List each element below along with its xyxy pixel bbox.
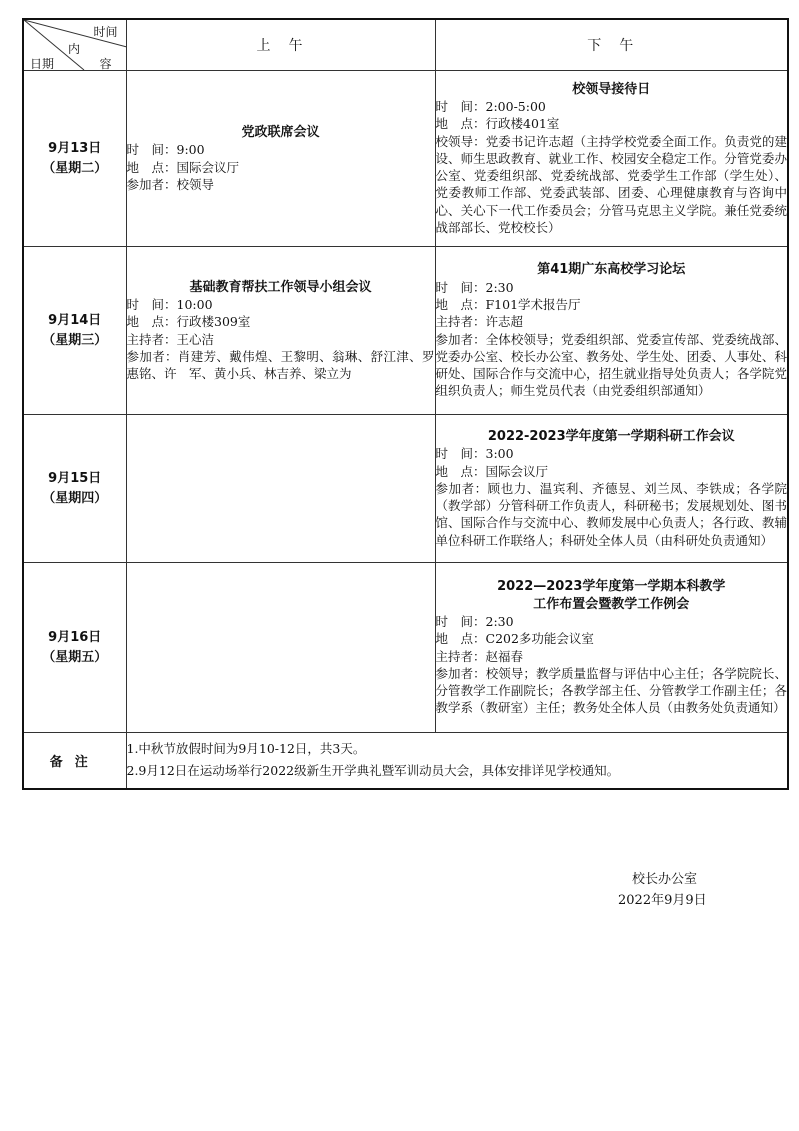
diag-label-content-2: 容 <box>99 57 112 71</box>
event-title-line-2: 工作布置会暨教学工作例会 <box>533 596 690 612</box>
date-cell <box>23 563 126 733</box>
date-label: 9月16日 <box>48 629 102 645</box>
note-item: 2.9月12日在运动场举行2022级新生开学典礼暨军训动员大会，具体安排详见学校通知。 <box>126 763 620 779</box>
morning-cell <box>126 247 435 415</box>
event-host: 主持者：王心洁 <box>126 331 215 347</box>
weekday-label: （星期二） <box>42 160 108 176</box>
date-label: 9月15日 <box>48 470 102 486</box>
event-time: 时 间：2:30 <box>435 613 514 629</box>
afternoon-cell <box>435 563 788 733</box>
diag-label-content-1: 内 <box>68 42 81 56</box>
event-attendees: 参加者：顾也力、温宾利、齐德昱、刘兰凤、李铁成；各学院（教学部）分管科研工作负责人，科研秘书；发展规划处、图书馆、国际合作与交流中心、教师发展中心负责人；各行政、教辅单位科研工作联络人；科研处全体人员（由科研处负责通知） <box>435 480 787 548</box>
event-attendees: 参加者：全体校领导；党委组织部、党委宣传部、党委统战部、党委办公室、校长办公室、教务处、学生处、团委、人事处、科研处、国际合作与交流中心，招生就业指导处负责人；各学院党组织负责人；师生党员代表（由党委组织部通知） <box>435 331 787 399</box>
date-label: 9月13日 <box>48 140 102 156</box>
event-title: 第41期广东高校学习论坛 <box>537 262 686 278</box>
event-location: 地 点：行政楼309室 <box>126 314 251 330</box>
date-cell <box>23 247 126 415</box>
event-location: 地 点：C202多功能会议室 <box>435 631 594 647</box>
date-label: 9月14日 <box>48 312 102 328</box>
date-cell <box>23 71 126 247</box>
schedule-row <box>23 71 788 247</box>
header-row <box>23 19 788 71</box>
event-title: 2022—2023学年度第一学期本科教学 <box>497 579 726 595</box>
weekday-label: （星期五） <box>42 649 108 665</box>
afternoon-cell <box>435 415 788 563</box>
schedule-row <box>23 247 788 415</box>
event-title: 2022-2023学年度第一学期科研工作会议 <box>487 428 735 444</box>
notes-label: 备注 <box>23 733 126 789</box>
notes-row <box>23 733 788 789</box>
column-header-morning: 上 午 <box>126 19 435 71</box>
event-time: 时 间：9:00 <box>126 142 205 158</box>
signature-date: 2022年9月9日 <box>618 893 707 908</box>
morning-cell <box>126 563 435 733</box>
event-location: 地 点：行政楼401室 <box>435 116 560 132</box>
weekday-label: （星期三） <box>42 332 108 348</box>
schedule-row <box>23 415 788 563</box>
morning-cell <box>126 71 435 247</box>
afternoon-cell <box>435 71 788 247</box>
event-attendees: 参加者：校领导 <box>126 176 215 192</box>
event-attendees: 参加者：校领导；教学质量监督与评估中心主任；各学院院长、分管教学工作副院长；各教学部主任、分管教学工作副主任；各教学系（教研室）主任；教务处全体人员（由教务处负责通知） <box>435 665 787 716</box>
event-time: 时 间：2:30 <box>435 279 514 295</box>
event-leader: 校领导：党委书记许志超（主持学校党委全面工作。负责党的建设、师生思政教育、就业工作、校园安全稳定工作。分管党委办公室、党委组织部、党委统战部、党委学生工作部（学生处）、党委教师工作部、党委武装部、团委、心理健康教育与咨询中心、关心下一代工作委员会；分管马克思主义学院。兼任党委统战部部长、党校校长） <box>435 133 787 236</box>
event-location: 地 点：国际会议厅 <box>126 159 240 175</box>
diag-label-time: 时间 <box>93 25 118 39</box>
event-time: 时 间：10:00 <box>126 296 213 312</box>
event-time: 时 间：3:00 <box>435 446 514 462</box>
afternoon-cell <box>435 247 788 415</box>
event-location: 地 点：国际会议厅 <box>435 463 549 479</box>
event-title: 党政联席会议 <box>241 124 320 140</box>
event-host: 主持者：许志超 <box>435 314 524 330</box>
diag-label-date: 日期 <box>30 57 55 71</box>
event-attendees: 参加者：肖建芳、戴伟煌、王黎明、翁琳、舒江津、罗惠铭、许 军、黄小兵、林吉养、梁立为 <box>126 348 435 382</box>
event-location: 地 点：F101学术报告厅 <box>435 296 581 312</box>
event-host: 主持者：赵福春 <box>435 648 524 664</box>
notes-cell <box>126 733 788 789</box>
event-time: 时 间：2:00-5:00 <box>435 98 546 114</box>
note-item: 1.中秋节放假时间为9月10-12日，共3天。 <box>126 741 366 757</box>
schedule-row <box>23 563 788 733</box>
diagonal-header-cell <box>23 19 126 71</box>
column-header-afternoon: 下 午 <box>435 19 788 71</box>
weekday-label: （星期四） <box>42 490 108 506</box>
schedule-table <box>22 18 789 790</box>
date-cell <box>23 415 126 563</box>
morning-cell <box>126 415 435 563</box>
event-title: 基础教育帮扶工作领导小组会议 <box>189 279 372 295</box>
event-title: 校领导接待日 <box>572 81 651 97</box>
signature-office: 校长办公室 <box>632 872 698 887</box>
